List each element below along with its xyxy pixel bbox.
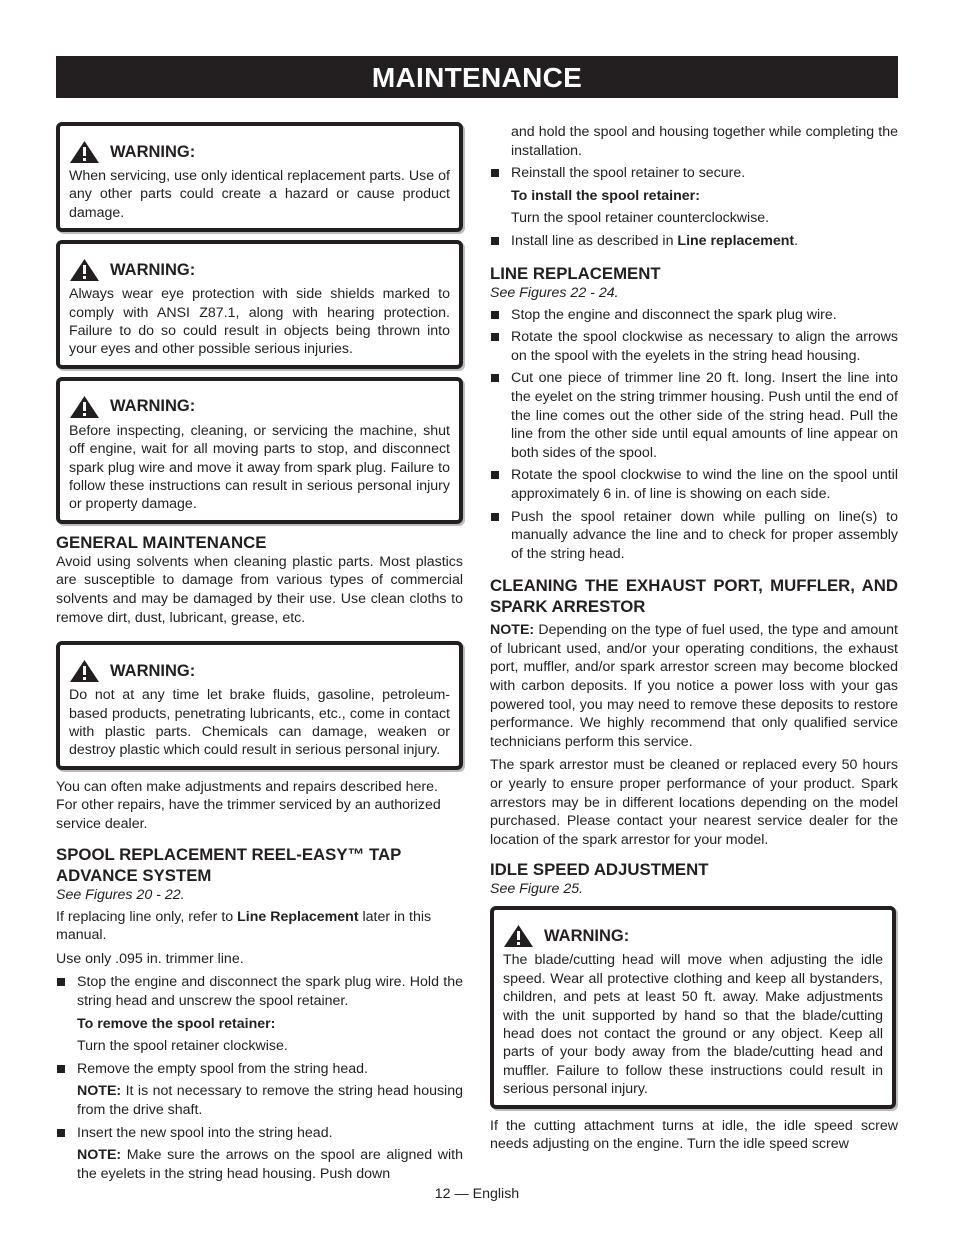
- idle-see-figures: See Figure 25.: [490, 881, 584, 898]
- page-banner-title: MAINTENANCE: [56, 56, 898, 98]
- warning-box-replacement-parts: [56, 122, 463, 232]
- remove-retainer-title: To remove the spool retainer:: [77, 1015, 276, 1032]
- warning-triangle-icon: [69, 140, 100, 164]
- spool-steps: [56, 973, 463, 1010]
- list-item: Rotate the spool clockwise as necessary to align the arrows on the spool with the eyelets in the string head housing.: [490, 328, 898, 365]
- warning-text: Always wear eye protection with side shields marked to comply with ANSI Z87.1, along with hearing protection. Failure to do so could result in objects being thrown into your eyes and other possible serious injuries.: [69, 286, 450, 358]
- spool-note-2-continued: and hold the spool and housing together while completing the installation.: [511, 124, 898, 159]
- warning-text: Do not at any time let brake fluids, gasoline, petroleum-based products, penetrating lubricants, etc., come in contact with plastic parts. Chemicals can damage, weaken or destroy plastic which could result in serious personal injury.: [69, 687, 450, 759]
- warning-label: WARNING:: [110, 661, 196, 680]
- spool-note-1: NOTE: It is not necessary to remove the string head housing from the drive shaft.: [77, 1083, 463, 1118]
- page-footer: 12 — English: [434, 1186, 520, 1202]
- list-item: Cut one piece of trimmer line 20 ft. long. Insert the line into the eyelet on the string trimmer housing. Push until the end of the line comes out the other side of the string head. Pull the line from the other side until equal amounts of line appear on both sides of the spool.: [490, 369, 898, 462]
- spool-note-2: NOTE: Make sure the arrows on the spool are aligned with the eyelets in the string head housing. Push down: [77, 1147, 463, 1182]
- warning-text: Before inspecting, cleaning, or servicing the machine, shut off engine, wait for all moving parts to stop, and disconnect spark plug wire and move it away from spark plug. Failure to follow these instructions can result in serious personal injury or property damage.: [69, 422, 450, 513]
- spool-intro: If replacing line only, refer to Line Replacement later in this manual.: [56, 908, 432, 944]
- warning-label: WARNING:: [110, 260, 196, 279]
- line-steps: [490, 306, 898, 564]
- adjustments-text: You can often make adjustments and repairs described here. For other repairs, have the trimmer serviced by an authorized service dealer.: [56, 778, 441, 833]
- warning-triangle-icon: [503, 924, 534, 948]
- warning-box-idle-speed: [490, 906, 896, 1108]
- warning-label: WARNING:: [110, 142, 196, 161]
- line-see-figures: See Figures 22 - 24.: [490, 284, 619, 301]
- general-maintenance-text: Avoid using solvents when cleaning plastic parts. Most plastics are susceptible to damage from various types of commercial solvents and may be damaged by their use. Use clean cloths to remove dirt, dust, lubricant, grease, etc.: [56, 553, 463, 626]
- install-retainer-text: Turn the spool retainer counterclockwise.: [511, 210, 770, 227]
- warning-text: The blade/cutting head will move when adjusting the idle speed. Wear all protective clothing and keep all bystanders, children, and pets at least 50 ft. away. Make adjustments with the unit supported by hand so that the blade/cutting head does not contact the ground or any object. Keep all parts of your body away from the blade/cutting head and muffler. Failure to follow these instructions could result in serious personal injury.: [503, 952, 883, 1098]
- warning-box-chemicals: [56, 641, 463, 770]
- warning-triangle-icon: [69, 258, 100, 282]
- list-item: Push the spool retainer down while pulling on line(s) to manually advance the line and to check for proper assembly of the string head.: [490, 508, 898, 564]
- exhaust-heading: CLEANING THE EXHAUST PORT, MUFFLER, AND SPARK ARRESTOR: [490, 576, 898, 617]
- warning-triangle-icon: [69, 395, 100, 419]
- list-item: Remove the empty spool from the string head.: [56, 1060, 463, 1079]
- general-maintenance-heading: GENERAL MAINTENANCE: [56, 532, 267, 552]
- list-item: Insert the new spool into the string head.: [56, 1124, 463, 1143]
- list-item: Stop the engine and disconnect the spark plug wire. Hold the string head and unscrew the spool retainer.: [56, 973, 463, 1010]
- spool-use-only: Use only .095 in. trimmer line.: [56, 950, 244, 967]
- warning-box-shut-off-engine: [56, 377, 463, 524]
- right-column: [490, 122, 898, 1154]
- left-column: [56, 122, 463, 1187]
- list-item: Install line as described in Line replacement.: [490, 232, 898, 251]
- warning-text: When servicing, use only identical replacement parts. Use of any other parts could create a hazard or cause product damage.: [69, 168, 450, 221]
- exhaust-note: NOTE: Depending on the type of fuel used, the type and amount of lubricant used, and/or your operating conditions, the exhaust port, muffler, and/or spark arrestor screen may become blocked with carbon deposits. If you notice a power loss with your gas powered tool, you may need to remove these deposits to restore performance. We highly recommend that only qualified service technicians perform this service.: [490, 622, 898, 750]
- list-item: Stop the engine and disconnect the spark plug wire.: [490, 306, 898, 325]
- idle-speed-heading: IDLE SPEED ADJUSTMENT: [490, 860, 709, 880]
- spool-see-figures: See Figures 20 - 22.: [56, 886, 185, 903]
- idle-speed-text: If the cutting attachment turns at idle, the idle speed screw needs adjusting on the engine. Turn the idle speed screw: [490, 1117, 898, 1153]
- remove-retainer-text: Turn the spool retainer clockwise.: [77, 1038, 288, 1055]
- line-replacement-heading: LINE REPLACEMENT: [490, 263, 661, 283]
- warning-triangle-icon: [69, 659, 100, 683]
- warning-label: WARNING:: [544, 926, 630, 945]
- install-retainer-title: To install the spool retainer:: [511, 187, 700, 204]
- warning-box-eye-protection: [56, 240, 463, 369]
- spool-replacement-heading: SPOOL REPLACEMENT REEL-EASY™ TAP ADVANCE SYSTEM: [56, 844, 401, 885]
- list-item: Reinstall the spool retainer to secure.: [490, 164, 898, 183]
- warning-label: WARNING:: [110, 397, 196, 416]
- list-item: Rotate the spool clockwise to wind the line on the spool until approximately 6 in. of line is showing on each side.: [490, 466, 898, 503]
- exhaust-text: The spark arrestor must be cleaned or replaced every 50 hours or yearly to ensure proper performance of your product. Spark arrestors may be in different locations depending on the model purchased. Please contact your nearest service dealer for the location of the spark arrestor for your model.: [490, 757, 898, 848]
